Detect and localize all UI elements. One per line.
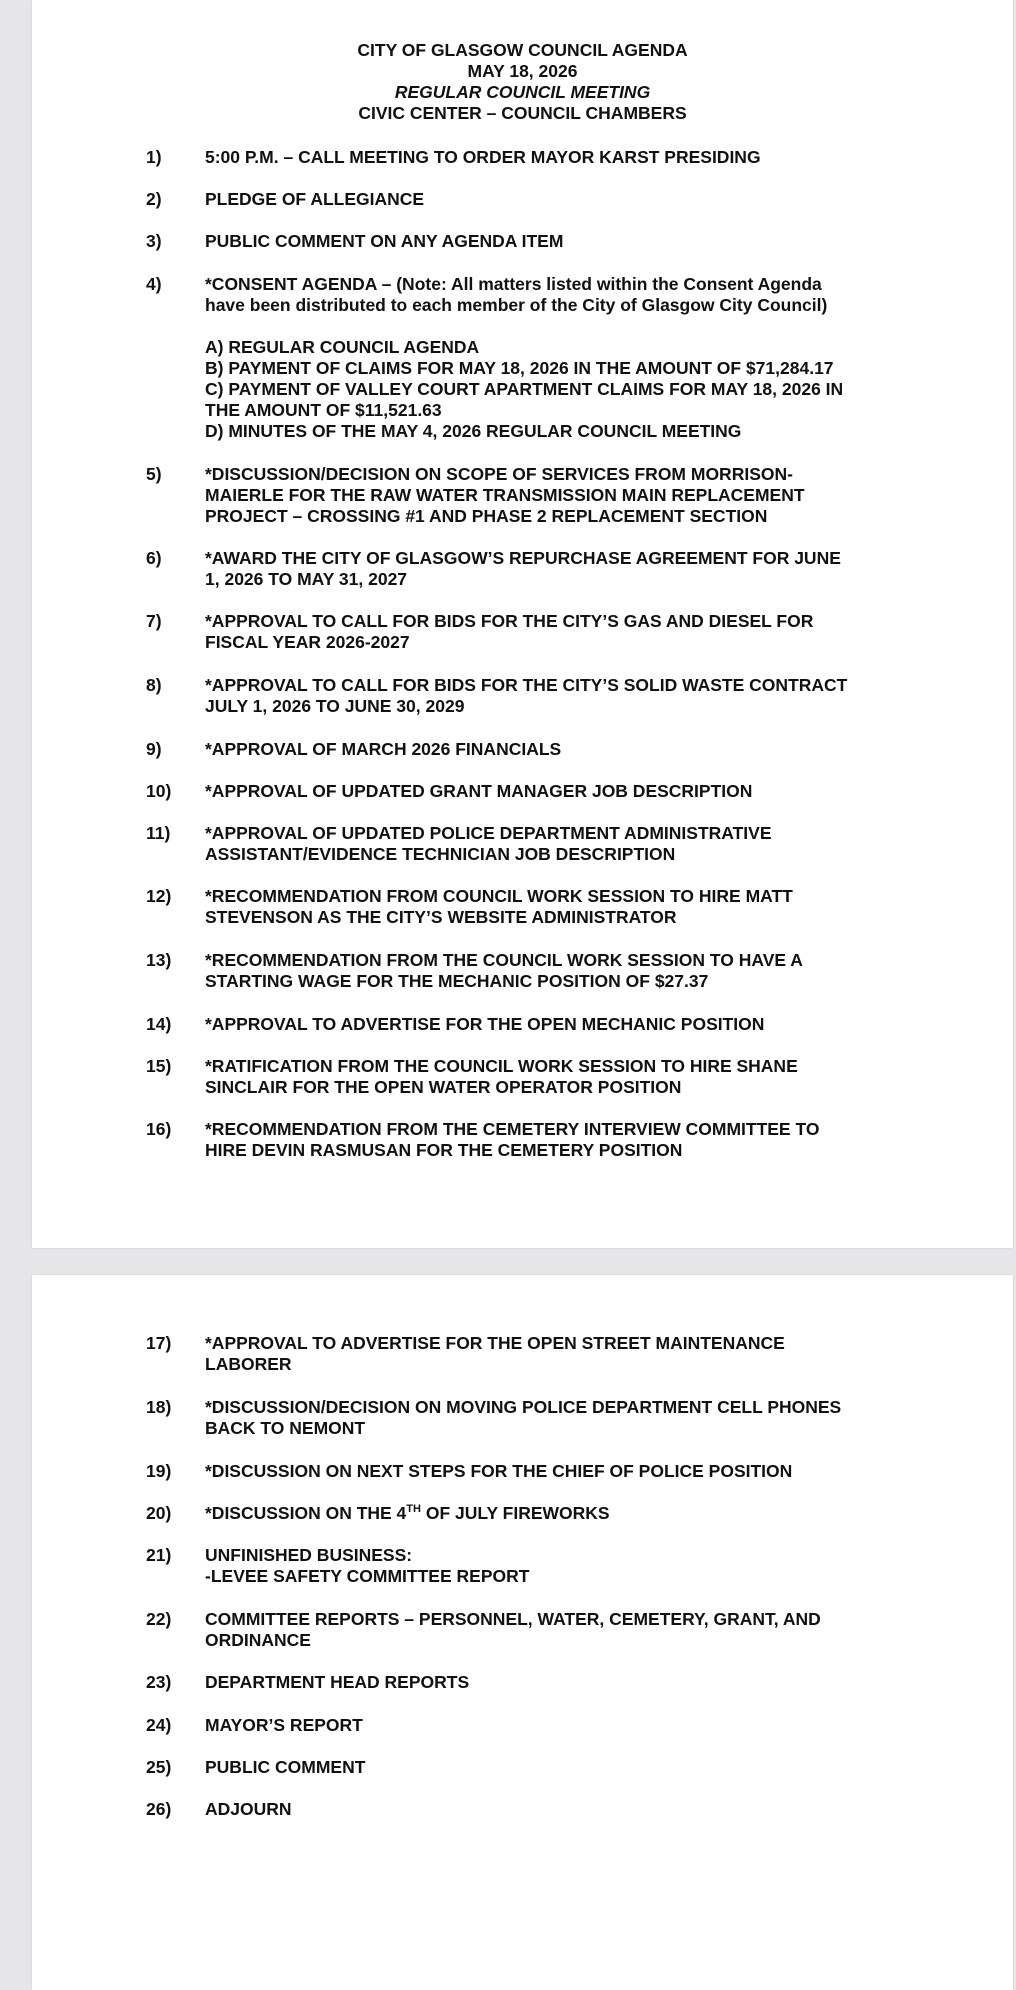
item-number: 22) — [146, 1609, 172, 1629]
item-text: PLEDGE OF ALLEGIANCE — [205, 189, 425, 209]
item-number: 4) — [146, 274, 162, 294]
item-text: ASSISTANT/EVIDENCE TECHNICIAN JOB DESCRIPTION — [205, 844, 676, 864]
item-number: 2) — [146, 189, 162, 209]
item-text: *APPROVAL OF MARCH 2026 FINANCIALS — [205, 739, 562, 759]
item-number: 24) — [146, 1715, 172, 1735]
item-text: *DISCUSSION/DECISION ON MOVING POLICE DEPARTMENT CELL PHONES — [205, 1397, 842, 1417]
item-number: 18) — [146, 1397, 172, 1417]
item-number: 13) — [146, 950, 172, 970]
item-text: DEPARTMENT HEAD REPORTS — [205, 1672, 470, 1692]
item-text: HIRE DEVIN RASMUSAN FOR THE CEMETERY POSITION — [205, 1140, 683, 1160]
item-text: STEVENSON AS THE CITY’S WEBSITE ADMINISTRATOR — [205, 907, 677, 927]
item-number: 14) — [146, 1014, 172, 1034]
item-text: *APPROVAL OF UPDATED POLICE DEPARTMENT ADMINISTRATIVE — [205, 823, 772, 843]
item-number: 21) — [146, 1545, 172, 1565]
item-text-start: *DISCUSSION ON THE 4 — [205, 1503, 407, 1523]
item-text: *RECOMMENDATION FROM COUNCIL WORK SESSION TO HIRE MATT — [205, 886, 793, 906]
item-number: 16) — [146, 1119, 172, 1139]
item-text: *APPROVAL TO CALL FOR BIDS FOR THE CITY’S SOLID WASTE CONTRACT — [205, 675, 848, 695]
item-number: 19) — [146, 1461, 172, 1481]
document-page-2 — [32, 1275, 1013, 1990]
item-number: 23) — [146, 1672, 172, 1692]
item-number: 1) — [146, 147, 162, 167]
meeting-location: CIVIC CENTER – COUNCIL CHAMBERS — [358, 103, 687, 123]
item-text: *RECOMMENDATION FROM THE COUNCIL WORK SESSION TO HAVE A — [205, 950, 803, 970]
item-text: have been distributed to each member of the City of Glasgow City Council) — [205, 295, 828, 315]
item-text: *APPROVAL TO ADVERTISE FOR THE OPEN STREET MAINTENANCE — [205, 1333, 785, 1353]
meeting-type: REGULAR COUNCIL MEETING — [394, 82, 651, 102]
item-text: *APPROVAL TO ADVERTISE FOR THE OPEN MECHANIC POSITION — [205, 1014, 765, 1034]
item-text: *CONSENT AGENDA – (Note: All matters listed within the Consent Agenda — [205, 274, 822, 294]
document-page-1 — [32, 0, 1013, 1248]
item-text: UNFINISHED BUSINESS: — [205, 1545, 413, 1565]
item-text-end: OF JULY FIREWORKS — [420, 1503, 610, 1523]
agenda-header — [32, 40, 1013, 124]
item-number: 3) — [146, 231, 162, 251]
item-text: PROJECT – CROSSING #1 AND PHASE 2 REPLACEMENT SECTION — [205, 506, 768, 526]
item-text: *RATIFICATION FROM THE COUNCIL WORK SESSION TO HIRE SHANE — [205, 1056, 798, 1076]
item-text: JULY 1, 2026 TO JUNE 30, 2029 — [205, 696, 465, 716]
item-number: 8) — [146, 675, 162, 695]
item-number: 10) — [146, 781, 172, 801]
consent-subitem: B) PAYMENT OF CLAIMS FOR MAY 18, 2026 IN THE AMOUNT OF $71,284.17 — [205, 358, 834, 378]
item-text: BACK TO NEMONT — [205, 1418, 366, 1438]
consent-subitem: C) PAYMENT OF VALLEY COURT APARTMENT CLAIMS FOR MAY 18, 2026 IN — [205, 379, 844, 399]
item-number: 9) — [146, 739, 162, 759]
item-number: 15) — [146, 1056, 172, 1076]
ordinal-suffix: TH — [406, 1503, 421, 1516]
item-number: 25) — [146, 1757, 172, 1777]
meeting-date: MAY 18, 2026 — [467, 61, 578, 81]
item-number: 12) — [146, 886, 172, 906]
item-number: 11) — [146, 823, 171, 843]
item-number: 7) — [146, 611, 162, 631]
item-text: ORDINANCE — [205, 1630, 311, 1650]
item-text: PUBLIC COMMENT — [205, 1757, 366, 1777]
item-text: PUBLIC COMMENT ON ANY AGENDA ITEM — [205, 231, 564, 251]
item-text: *AWARD THE CITY OF GLASGOW’S REPURCHASE AGREEMENT FOR JUNE — [205, 548, 841, 568]
item-number: 26) — [146, 1799, 172, 1819]
item-text: SINCLAIR FOR THE OPEN WATER OPERATOR POSITION — [205, 1077, 682, 1097]
agenda-title: CITY OF GLASGOW COUNCIL AGENDA — [357, 40, 688, 60]
item-text: MAYOR’S REPORT — [205, 1715, 363, 1735]
item-text: 1, 2026 TO MAY 31, 2027 — [205, 569, 408, 589]
item-text: FISCAL YEAR 2026-2027 — [205, 632, 410, 652]
item-text: COMMITTEE REPORTS – PERSONNEL, WATER, CEMETERY, GRANT, AND — [205, 1609, 821, 1629]
item-text: STARTING WAGE FOR THE MECHANIC POSITION OF $27.37 — [205, 971, 709, 991]
item-text: *DISCUSSION ON NEXT STEPS FOR THE CHIEF OF POLICE POSITION — [205, 1461, 793, 1481]
item-text: LABORER — [205, 1354, 292, 1374]
item-number: 20) — [146, 1503, 172, 1523]
item-number: 17) — [146, 1333, 172, 1353]
item-text: *APPROVAL OF UPDATED GRANT MANAGER JOB DESCRIPTION — [205, 781, 753, 801]
consent-subitem: THE AMOUNT OF $11,521.63 — [205, 400, 442, 420]
item-number: 6) — [146, 548, 162, 568]
item-text: *DISCUSSION/DECISION ON SCOPE OF SERVICES FROM MORRISON- — [205, 464, 793, 484]
item-text: *RECOMMENDATION FROM THE CEMETERY INTERVIEW COMMITTEE TO — [205, 1119, 820, 1139]
item-text: -LEVEE SAFETY COMMITTEE REPORT — [205, 1566, 530, 1586]
item-text: ADJOURN — [205, 1799, 292, 1819]
consent-subitem: D) MINUTES OF THE MAY 4, 2026 REGULAR COUNCIL MEETING — [205, 421, 742, 441]
item-text: *APPROVAL TO CALL FOR BIDS FOR THE CITY’S GAS AND DIESEL FOR — [205, 611, 814, 631]
item-text: MAIERLE FOR THE RAW WATER TRANSMISSION MAIN REPLACEMENT — [205, 485, 805, 505]
item-number: 5) — [146, 464, 162, 484]
consent-subitem: A) REGULAR COUNCIL AGENDA — [205, 337, 480, 357]
item-text — [205, 1503, 925, 1524]
item-text: 5:00 P.M. – CALL MEETING TO ORDER MAYOR KARST PRESIDING — [205, 147, 761, 167]
